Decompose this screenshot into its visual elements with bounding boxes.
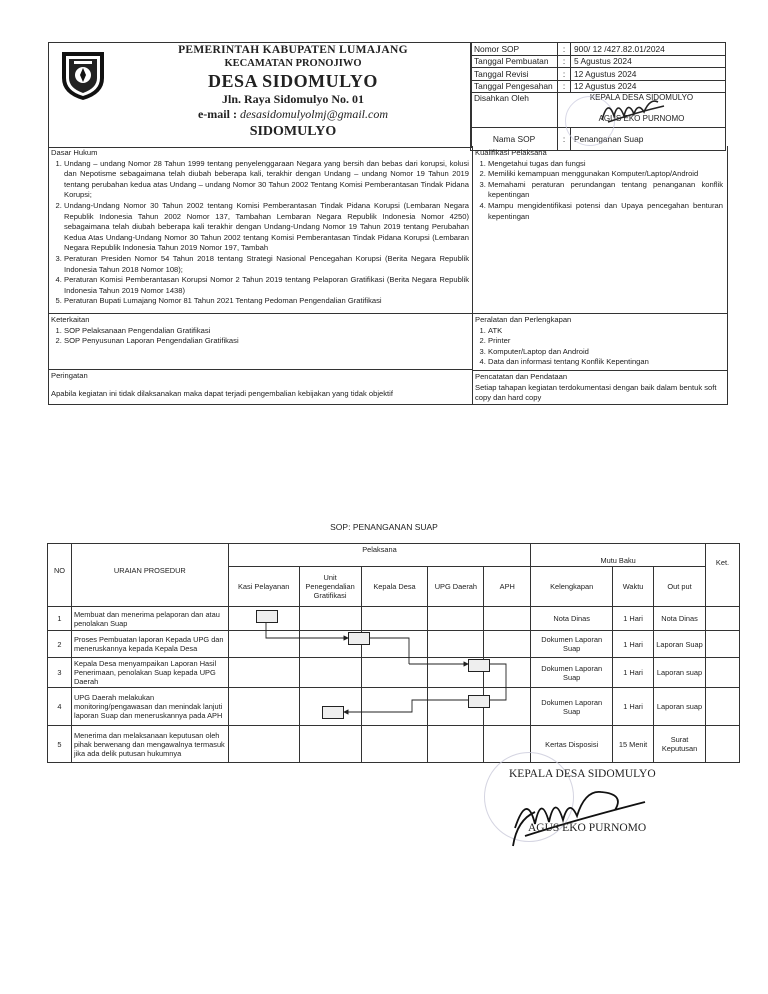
row-number: 5 bbox=[48, 726, 72, 763]
row-time: 1 Hari bbox=[613, 631, 654, 658]
equipment-title: Peralatan dan Perlengkapan bbox=[475, 315, 572, 324]
row-output: Laporan Suap bbox=[654, 631, 706, 658]
sop-name-label: Nama SOP bbox=[471, 128, 558, 151]
email-address: desasidomulyolmj@gmail.com bbox=[239, 107, 388, 121]
meta-label: Nomor SOP bbox=[471, 43, 558, 56]
related-item: 2. SOP Penyusunan Laporan Pengendalian Gratifikasi bbox=[64, 336, 469, 347]
row-completeness: Dokumen Laporan Suap bbox=[531, 688, 613, 726]
col-time: Waktu bbox=[613, 567, 654, 607]
row-completeness: Kertas Disposisi bbox=[531, 726, 613, 763]
meta-label: Tanggal Pengesahan bbox=[471, 80, 558, 93]
signature-title: KEPALA DESA SIDOMULYO bbox=[509, 768, 656, 780]
approver-name: AGUS EKO PURNOMO bbox=[598, 114, 685, 123]
col-unit-gratifikasi: Unit Penegendalian Gratifikasi bbox=[299, 567, 361, 607]
equipment-item: 4. Data dan informasi tentang Konflik Kepentingan bbox=[488, 357, 723, 368]
col-completeness: Kelengkapan bbox=[531, 567, 613, 607]
col-kepala-desa: Kepala Desa bbox=[361, 567, 428, 607]
col-kasi-pelayanan: Kasi Pelayanan bbox=[228, 567, 299, 607]
meta-value: 900/ 12 /427.82.01/2024 bbox=[571, 43, 726, 56]
col-output: Out put bbox=[654, 567, 706, 607]
related-item: 1. SOP Pelaksanaan Pengendalian Gratifikasi bbox=[64, 326, 469, 337]
legal-basis-item: 3. Peraturan Presiden Nomor 54 Tahun 2018 tentang Strategi Nasional Pencegahan Korupsi (Berita Negara Republik Indonesia Tahun 2018 Nomor 108); bbox=[64, 254, 469, 275]
row-output: Surat Keputusan bbox=[654, 726, 706, 763]
meta-value: 12 Agustus 2024 bbox=[571, 80, 726, 93]
row-completeness: Nota Dinas bbox=[531, 607, 613, 631]
qualification-item: 2. Memiliki kemampuan menggunakan Komputer/Laptop/Android bbox=[488, 169, 723, 180]
qualification-title: Kualifikasi Pelaksana bbox=[475, 148, 547, 157]
email-label: e-mail : bbox=[197, 107, 237, 121]
meta-row: Nomor SOP : 900/ 12 /427.82.01/2024 bbox=[471, 43, 726, 56]
meta-label: Tanggal Revisi bbox=[471, 68, 558, 81]
row-number: 3 bbox=[48, 658, 72, 688]
related-title: Keterkaitan bbox=[51, 315, 90, 324]
qualification-item: 1. Mengetahui tugas dan fungsi bbox=[488, 159, 723, 170]
flow-box-step-2 bbox=[348, 632, 370, 645]
warning-text: Apabila kegiatan ini tidak dilaksanakan maka dapat terjadi pengembalian kebijakan yang tidak objektif bbox=[51, 388, 393, 398]
legal-basis-title: Dasar Hukum bbox=[51, 148, 98, 157]
row-procedure: Membuat dan menerima pelaporan dan atau penolakan Suap bbox=[71, 607, 228, 631]
approver-title: KEPALA DESA SIDOMULYO bbox=[589, 93, 694, 102]
row-time: 1 Hari bbox=[613, 607, 654, 631]
col-aph: APH bbox=[484, 567, 531, 607]
row-number: 1 bbox=[48, 607, 72, 631]
flow-box-step-3 bbox=[468, 659, 490, 672]
row-output: Laporan suap bbox=[654, 658, 706, 688]
legal-basis-item: 5. Peraturan Bupati Lumajang Nomor 81 Tahun 2021 Tentang Pedoman Pengendalian Gratifikasi bbox=[64, 296, 469, 307]
col-executor-group: Pelaksana bbox=[228, 544, 531, 567]
legal-basis-item: 4. Peraturan Komisi Pemberantasan Korupsi Nomor 2 Tahun 2019 tentang Pelaporan Gratifikasi (Berita Negara Republik Indonesia Tahun 2019 Nomor 1438) bbox=[64, 275, 469, 296]
flow-title: SOP: PENANGANAN SUAP bbox=[330, 522, 438, 532]
col-note: Ket. bbox=[706, 544, 740, 607]
village-name: DESA SIDOMULYO bbox=[208, 71, 378, 91]
row-procedure: Menerima dan melaksanaan keputusan oleh pihak berwenang dan mengawalnya termasuk jika ada delik putusan hukumnya bbox=[71, 726, 228, 763]
recording-text: Setiap tahapan kegiatan terdokumentasi dengan baik dalam bentuk soft copy dan hard copy bbox=[475, 382, 717, 403]
meta-row: Tanggal Pengesahan : 12 Agustus 2024 bbox=[471, 80, 726, 93]
col-no: NO bbox=[48, 544, 72, 607]
village-address: Jln. Raya Sidomulyo No. 01 bbox=[221, 92, 365, 106]
recording-title: Pencatatan dan Pendataan bbox=[475, 372, 568, 381]
col-procedure: URAIAN PROSEDUR bbox=[71, 544, 228, 607]
meta-row: Nama SOP : Penanganan Suap bbox=[471, 128, 726, 151]
approved-by-label: Disahkan Oleh bbox=[471, 93, 558, 128]
town-name: SIDOMULYO bbox=[249, 124, 337, 139]
meta-row: Tanggal Revisi : 12 Agustus 2024 bbox=[471, 68, 726, 81]
qualification-item: 4. Mampu mengidentifikasi potensi dan Upaya pencegahan benturan kepentingan bbox=[488, 201, 723, 222]
col-upg-daerah: UPG Daerah bbox=[428, 567, 484, 607]
row-time: 1 Hari bbox=[613, 658, 654, 688]
meta-value: 5 Agustus 2024 bbox=[571, 55, 726, 68]
row-completeness: Dokumen Laporan Suap bbox=[531, 658, 613, 688]
row-procedure: Kepala Desa menyampaikan Laporan Hasil Penerimaan, penolakan Suap kepada UPG Daerah bbox=[71, 658, 228, 688]
legal-basis-item: 2. Undang-Undang Nomor 30 Tahun 2002 tentang Komisi Pemberantasan Tindak Pidana Korupsi (Lembaran Negara Republik Indonesia Tahun 2002 Nomor 137, Tambahan Lembaran Negara Republik Indonesia Nomor 4250) sebagaimana telah diubah beberapa kali terakhir dengan Undang-Undang Nomor 19 Tahun 2019 tentang Perubahan Kedua Atas Undang-Undang Nomor 30 Tahun 2002 tentang Komisi Pemberantasan Tindak Pidana Korupsi (Lembaran Negara Republik Indonesia Tahun 2019 Nomor 197, Tambah bbox=[64, 201, 469, 254]
row-completeness: Dokumen Laporan Suap bbox=[531, 631, 613, 658]
qualification-item: 3. Memahami peraturan perundangan tentang penanganan konflik kepentingan bbox=[488, 180, 723, 201]
row-procedure: UPG Daerah melakukan monitoring/pengawasan dan menindak lanjuti laporan Suap dan meneruskannya pada APH bbox=[71, 688, 228, 726]
row-time: 1 Hari bbox=[613, 688, 654, 726]
flow-box-step-4 bbox=[468, 695, 490, 708]
government-name: PEMERINTAH KABUPATEN LUMAJANG bbox=[178, 44, 408, 56]
meta-value: 12 Agustus 2024 bbox=[571, 68, 726, 81]
flow-box-step-5 bbox=[322, 706, 344, 719]
flow-box-step-1 bbox=[256, 610, 278, 623]
row-output: Nota Dinas bbox=[654, 607, 706, 631]
equipment-item: 2. Printer bbox=[488, 336, 723, 347]
col-quality-group: Mutu Baku bbox=[531, 544, 706, 567]
signature-name: AGUS EKO PURNOMO bbox=[528, 822, 647, 834]
meta-label: Tanggal Pembuatan bbox=[471, 55, 558, 68]
row-time: 15 Menit bbox=[613, 726, 654, 763]
row-procedure: Proses Pembuatan laporan Kepada UPG dan meneruskannya kepada Kepala Desa bbox=[71, 631, 228, 658]
equipment-item: 3. Komputer/Laptop dan Android bbox=[488, 347, 723, 358]
district-name: KECAMATAN PRONOJIWO bbox=[224, 58, 362, 69]
signature-scribble-icon bbox=[505, 780, 655, 855]
row-number: 2 bbox=[48, 631, 72, 658]
row-number: 4 bbox=[48, 688, 72, 726]
equipment-item: 1. ATK bbox=[488, 326, 723, 337]
meta-row: Tanggal Pembuatan : 5 Agustus 2024 bbox=[471, 55, 726, 68]
legal-basis-item: 1. Undang – undang Nomor 28 Tahun 1999 tentang penyelenggaraan Negara yang bersih dan bebas dari korupsi, kolusi dan Nepotisme sebagaimana telah diubah beberapa kali, terakhir dengan Undang – undang Nomor 19 Tahun 2019 tentang perubahan kedua atas Undang – undang Nomor 30 Tahun 2002 Tentang Komisi Pemberantasan Tindak Pidana Korupsi; bbox=[64, 159, 469, 201]
row-output: Laporan suap bbox=[654, 688, 706, 726]
sop-name-value: Penanganan Suap bbox=[571, 128, 726, 151]
warning-title: Peringatan bbox=[51, 371, 88, 380]
